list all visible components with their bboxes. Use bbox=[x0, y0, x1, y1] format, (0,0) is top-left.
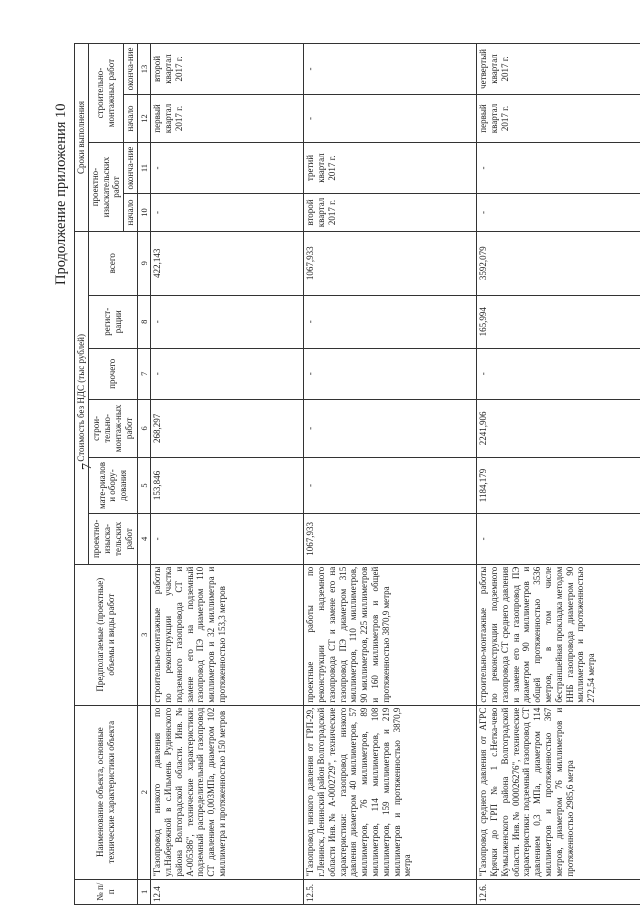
cost-equipment: 1184,179 bbox=[477, 458, 640, 514]
header-cost-equipment: мате-риалов и обору-дования bbox=[88, 458, 137, 514]
works-table bbox=[74, 43, 640, 905]
column-index: 9 bbox=[137, 232, 150, 296]
column-index: 7 bbox=[137, 348, 150, 399]
works-description: строительно-монтажные работы по реконструкции подземного газопровода СТ среднего давления и замене его на газопровод ПЭ диаметром 90 миллиметров и общей протяженностью 3536 метров, в том числе бестраншейная прокладка методом ННБ газопровода диаметром 90 миллиметров и протяженностью 272,54 метра bbox=[477, 564, 640, 705]
works-description: проектные работы по реконструкции надземного газопровода СТ и замене его на газопровод ПЭ диаметром 315 миллиметров, 110 миллиметров, 90 миллиметров, 225 миллиметров и 160 миллиметров и общей протяженностью 3870,9 метра bbox=[304, 564, 477, 705]
header-design-start: начало bbox=[124, 193, 138, 231]
header-cost-other: прочего bbox=[88, 348, 137, 399]
cost-survey: - bbox=[151, 513, 304, 564]
cost-construction: - bbox=[304, 399, 477, 457]
header-build-start: начало bbox=[124, 94, 138, 142]
design-end: третий квартал 2017 г. bbox=[304, 143, 477, 194]
column-index-row bbox=[137, 44, 150, 905]
object-description: "Газопровод низкого давления по ул.Набережной в с.Ильмень Руднянского района Волгоградской области. Инв.№ А-005386", технические характеристики: подземный распределительный газопровод СТ давлением 0,003МПа, диаметром 102 миллиметра и протяженностью 150 метров bbox=[151, 705, 304, 879]
column-index: 6 bbox=[137, 399, 150, 457]
cost-other: - bbox=[151, 348, 304, 399]
header-design-end: оконча-ние bbox=[124, 143, 138, 194]
object-description: "Газопровод низкого давления от ГРП-29, г.Ленинск, Ленинский район Волгоградской области Инв.№ А-0002729", технические характеристики: газопровод низкого давления диаметром 40 миллиметров, 57 миллиметров, 76 миллиметров, 89 миллиметров, 114 миллиметров, 108 миллиметров, 159 миллиметров и 219 миллиметров и протяженностью 3870,9 метра bbox=[304, 705, 477, 879]
column-index: 5 bbox=[137, 458, 150, 514]
build-start: - bbox=[304, 94, 477, 142]
cost-survey: 1067,933 bbox=[304, 513, 477, 564]
cost-total: 422,143 bbox=[151, 232, 304, 296]
row-number: 12.4 bbox=[151, 879, 304, 904]
column-index: 3 bbox=[137, 564, 150, 705]
header-cost-registration: регист-рации bbox=[88, 295, 137, 348]
cost-total: 3592,079 bbox=[477, 232, 640, 296]
header-construction-works: строительно-монтажных работ bbox=[88, 44, 123, 143]
page-number: 7 bbox=[80, 463, 95, 470]
header-no: № п/п bbox=[75, 879, 138, 904]
build-end: четвертый квартал 2017 г. bbox=[477, 44, 640, 95]
column-index: 2 bbox=[137, 705, 150, 879]
build-start: первый квартал 2017 г. bbox=[477, 94, 640, 142]
cost-registration: - bbox=[151, 295, 304, 348]
cost-registration: - bbox=[304, 295, 477, 348]
table-row bbox=[477, 44, 640, 905]
design-start: - bbox=[477, 193, 640, 231]
column-index: 1 bbox=[137, 879, 150, 904]
cost-total: 1067,933 bbox=[304, 232, 477, 296]
header-cost-total: всего bbox=[88, 232, 137, 296]
continuation-title: Продолжение приложения 10 bbox=[53, 103, 69, 285]
header-design-works: проектно-изыскательских работ bbox=[88, 143, 123, 232]
header-schedule-group: Сроки выполнения bbox=[75, 44, 89, 232]
row-number: 12.6. bbox=[477, 879, 640, 904]
column-index: 10 bbox=[137, 193, 150, 231]
header-build-end: оконча-ние bbox=[124, 44, 138, 95]
table-row bbox=[151, 44, 304, 905]
table-row bbox=[304, 44, 477, 905]
cost-registration: 165,994 bbox=[477, 295, 640, 348]
header-object-name: Наименование объекта, основные технические характеристики объекта bbox=[75, 705, 138, 879]
cost-other: - bbox=[304, 348, 477, 399]
build-end: - bbox=[304, 44, 477, 95]
design-start: второй квартал 2017 г. bbox=[304, 193, 477, 231]
column-index: 8 bbox=[137, 295, 150, 348]
design-end: - bbox=[477, 143, 640, 194]
header-cost-construction: строи-тельно-монтаж-ных работ bbox=[88, 399, 137, 457]
column-index: 12 bbox=[137, 94, 150, 142]
design-start: - bbox=[151, 193, 304, 231]
cost-survey: - bbox=[477, 513, 640, 564]
row-number: 12.5. bbox=[304, 879, 477, 904]
works-description: строительно-монтажные работы по реконструкции участка подземного газопровода СТ и замене его на подземный газопровод ПЭ диаметром 110 миллиметров и 32 миллиметра и протяженностью 153,3 метров bbox=[151, 564, 304, 705]
cost-construction: 268,297 bbox=[151, 399, 304, 457]
cost-equipment: 153,846 bbox=[151, 458, 304, 514]
cost-other: - bbox=[477, 348, 640, 399]
column-index: 13 bbox=[137, 44, 150, 95]
column-index: 11 bbox=[137, 143, 150, 194]
header-cost-survey: проектно-изыска-тельских работ bbox=[88, 513, 137, 564]
object-description: "Газопровод среднего давления от АГРС Крячки до ГРП № 1 с.Нетка-чево Кумылженского района Волгоградской области. Инв.№ 000026276", технические характеристики: подземный газопровод СТ давлением 0,3 МПа, диаметром 114 миллиметров и протяженностью 367 метров, диаметром 76 миллиметров и протяженностью 2985,6 метра bbox=[477, 705, 640, 879]
build-end: второй квартал 2017 г. bbox=[151, 44, 304, 95]
header-row-1 bbox=[75, 44, 89, 905]
column-index: 4 bbox=[137, 513, 150, 564]
design-end: - bbox=[151, 143, 304, 194]
header-works: Предполагаемые (проектные) объемы и виды работ bbox=[75, 564, 138, 705]
cost-construction: 2241,906 bbox=[477, 399, 640, 457]
header-cost-group: Стоимость без НДС (тыс рублей) bbox=[75, 232, 89, 565]
build-start: первый квартал 2017 г. bbox=[151, 94, 304, 142]
cost-equipment: - bbox=[304, 458, 477, 514]
